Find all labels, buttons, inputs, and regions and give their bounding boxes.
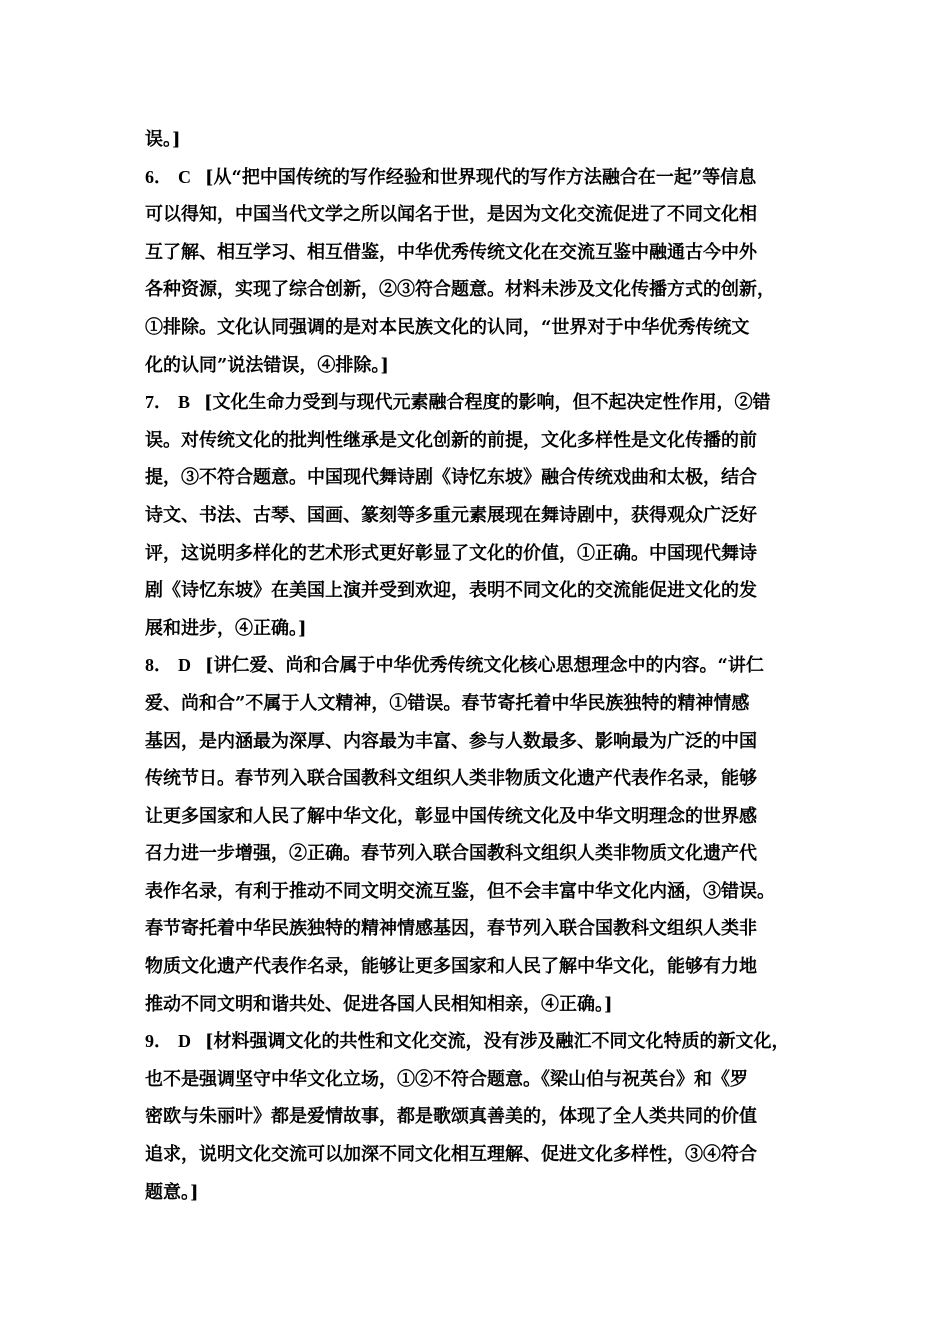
answer-9-line-1 (145, 1023, 817, 1061)
explanation-line: 基因，是内涵最为深厚、内容最为丰富、参与人数最多、影响最为广泛的中国 (145, 730, 757, 752)
answer-8-line-1 (145, 647, 817, 685)
explanation-line: 表作名录，有利于推动不同文明交流互鉴，但不会丰富中华文化内涵，③错误。 (145, 880, 775, 902)
answer-6 (145, 159, 817, 385)
answer-explanations (145, 121, 817, 1211)
answer-7 (145, 384, 817, 647)
explanation-line: 化的认同”说法错误，④排除。] (145, 354, 389, 376)
explanation-line: 爱、尚和合”不属于人文精神，①错误。春节寄托着中华民族独特的精神情感 (145, 692, 750, 714)
explanation-line: 推动不同文明和谐共处、促进各国人民相知相亲，④正确。] (145, 993, 613, 1015)
question-number: 7． (145, 392, 172, 413)
explanation-line: 追求，说明文化交流可以加深不同文化相互理解、促进文化多样性，③④符合 (145, 1144, 757, 1166)
answer-8 (145, 647, 817, 1023)
question-number: 9． (145, 1031, 172, 1052)
explanation-line: 题意。] (145, 1181, 199, 1203)
answer-9 (145, 1023, 817, 1211)
explanation-line: 提，③不符合题意。中国现代舞诗剧《诗忆东坡》融合传统戏曲和太极，结合 (145, 467, 757, 489)
answer-7-line-1 (145, 384, 817, 422)
explanation-text: [文化生命力受到与现代元素融合程度的影响，但不起决定性作用，②错 (204, 392, 771, 414)
explanation-text: [材料强调文化的共性和文化交流，没有涉及融汇不同文化特质的新文化， (205, 1031, 790, 1053)
question-number: 6． (145, 166, 172, 187)
explanation-text: [从“把中国传统的写作经验和世界现代的写作方法融合在一起”等信息 (205, 166, 757, 188)
explanation-line: 评，这说明多样化的艺术形式更好彰显了文化的价值，①正确。中国现代舞诗 (145, 542, 757, 564)
explanation-line: 展和进步，④正确。] (145, 617, 307, 639)
question-number: 8． (145, 655, 172, 676)
explanation-line: 可以得知，中国当代文学之所以闻名于世，是因为文化交流促进了不同文化相 (145, 204, 757, 226)
intro-line: 误。] (145, 129, 181, 150)
explanation-line: 各种资源，实现了综合创新，②③符合题意。材料未涉及文化传播方式的创新， (145, 279, 775, 301)
explanation-line: 召力进一步增强，②正确。春节列入联合国教科文组织人类非物质文化遗产代 (145, 843, 757, 865)
intro-paragraph (145, 121, 817, 159)
explanation-line: 诗文、书法、古琴、国画、篆刻等多重元素展现在舞诗剧中，获得观众广泛好 (145, 504, 757, 526)
answer-choice: B (178, 392, 191, 413)
answer-6-line-1 (145, 159, 817, 197)
explanation-line: 也不是强调坚守中华文化立场，①②不符合题意。《梁山伯与祝英台》和《罗 (145, 1068, 748, 1090)
explanation-line: 误。对传统文化的批判性继承是文化创新的前提，文化多样性是文化传播的前 (145, 429, 757, 451)
explanation-line: 剧《诗忆东坡》在美国上演并受到欢迎，表明不同文化的交流能促进文化的发 (145, 580, 757, 602)
explanation-line: ①排除。文化认同强调的是对本民族文化的认同，“世界对于中华优秀传统文 (145, 316, 750, 338)
answer-choice: D (178, 655, 191, 676)
answer-choice: C (178, 166, 191, 187)
explanation-text: [讲仁爱、尚和合属于中华优秀传统文化核心思想理念中的内容。“讲仁 (205, 655, 764, 677)
explanation-line: 让更多国家和人民了解中华文化，彰显中国传统文化及中华文明理念的世界感 (145, 805, 757, 827)
explanation-line: 互了解、相互学习、相互借鉴，中华优秀传统文化在交流互鉴中融通古今中外 (145, 241, 757, 263)
explanation-line: 密欧与朱丽叶》都是爱情故事，都是歌颂真善美的，体现了全人类共同的价值 (145, 1106, 757, 1128)
explanation-line: 传统节日。春节列入联合国教科文组织人类非物质文化遗产代表作名录，能够 (145, 768, 757, 790)
explanation-line: 物质文化遗产代表作名录，能够让更多国家和人民了解中华文化，能够有力地 (145, 956, 757, 978)
explanation-line: 春节寄托着中华民族独特的精神情感基因，春节列入联合国教科文组织人类非 (145, 918, 757, 940)
answer-choice: D (178, 1031, 191, 1052)
